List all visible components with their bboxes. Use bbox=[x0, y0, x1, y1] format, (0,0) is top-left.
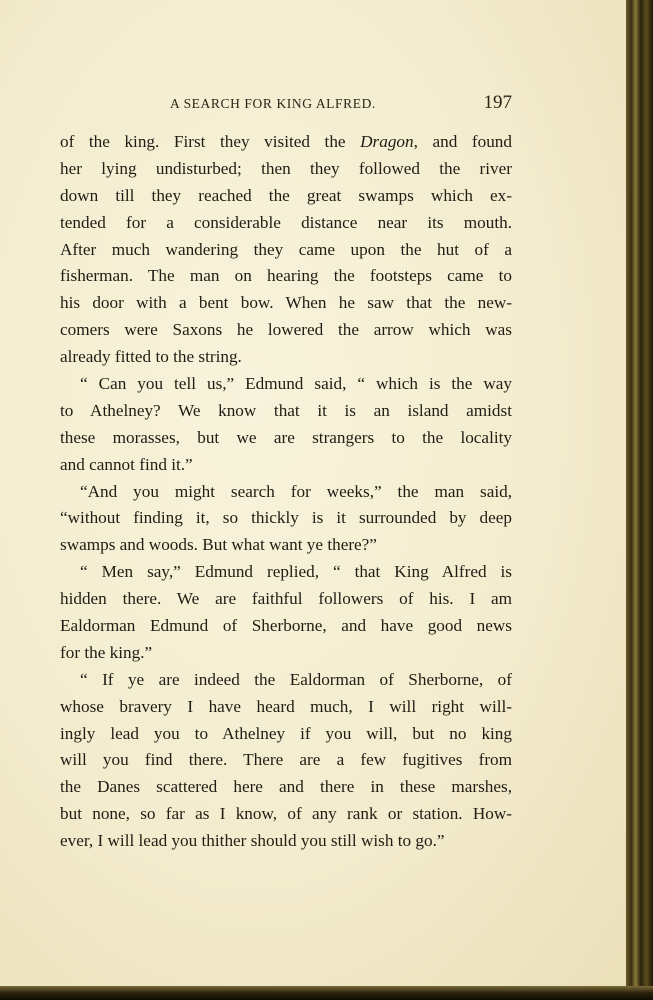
text-line: and cannot find it.” bbox=[60, 454, 193, 474]
running-header bbox=[60, 92, 512, 116]
text-line: “without finding it, so thickly is it surrounded by deep bbox=[60, 508, 512, 528]
text-line: After much wandering they came upon the hut of a bbox=[60, 239, 512, 259]
text-line: these morasses, but we are strangers to the locality bbox=[60, 427, 512, 447]
text-line: “ Can you tell us,” Edmund said, “ which is the way bbox=[80, 374, 512, 394]
text-line: his door with a bent bow. When he saw that the new- bbox=[60, 293, 512, 313]
text-line: will you find there. There are a few fugitives from bbox=[60, 750, 512, 770]
book-bottom-edge bbox=[0, 986, 653, 1000]
text-line: to Athelney? We know that it is an island amidst bbox=[60, 400, 512, 420]
text-line: hidden there. We are faithful followers of his. I am bbox=[60, 589, 512, 609]
text-line: Ealdorman Edmund of Sherborne, and have good news bbox=[60, 616, 512, 636]
text-line: “And you might search for weeks,” the man said, bbox=[80, 481, 512, 501]
text-line: but none, so far as I know, of any rank or station. How- bbox=[60, 804, 512, 824]
page-number: 197 bbox=[483, 92, 512, 113]
text-line: fisherman. The man on hearing the footsteps came to bbox=[60, 266, 512, 286]
running-title: A SEARCH FOR KING ALFRED. bbox=[170, 96, 376, 111]
text-line: “ If ye are indeed the Ealdorman of Sherborne, of bbox=[80, 669, 512, 689]
text-line: tended for a considerable distance near its mouth. bbox=[60, 212, 512, 232]
book-spine-edge bbox=[626, 0, 653, 1000]
ship-name: Dragon bbox=[360, 132, 414, 151]
text-line: swamps and woods. But what want ye there?” bbox=[60, 535, 377, 555]
text-line: already fitted to the string. bbox=[60, 347, 242, 367]
text-line: ever, I will lead you thither should you still wish to go.” bbox=[60, 831, 445, 851]
text-line: her lying undisturbed; then they followed the river bbox=[60, 158, 512, 178]
body-text bbox=[60, 129, 512, 855]
text-line: for the king.” bbox=[60, 642, 153, 662]
text-line: the Danes scattered here and there in these marshes, bbox=[60, 777, 512, 797]
text-line: of the king. First they visited the Dragon, and found bbox=[60, 132, 512, 151]
text-line: down till they reached the great swamps which ex- bbox=[60, 185, 512, 205]
text-line: comers were Saxons he lowered the arrow which was bbox=[60, 320, 512, 340]
text-line: ingly lead you to Athelney if you will, but no king bbox=[60, 723, 512, 743]
text-line: “ Men say,” Edmund replied, “ that King Alfred is bbox=[80, 562, 512, 582]
text-line: whose bravery I have heard much, I will right will- bbox=[60, 696, 512, 716]
